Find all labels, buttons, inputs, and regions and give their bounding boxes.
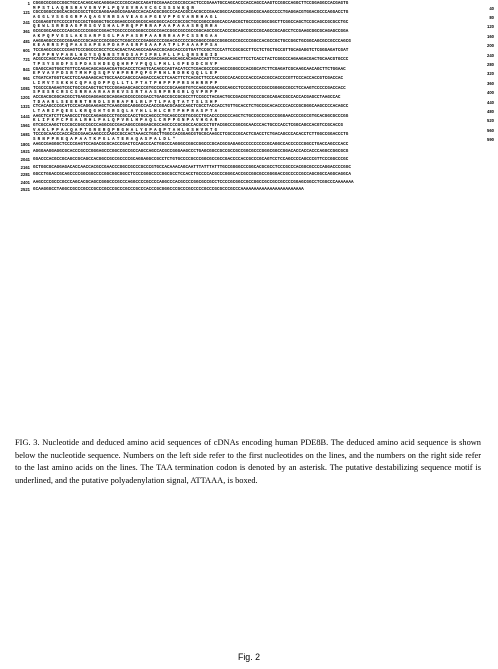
line-start-number: 2281	[20, 172, 30, 178]
line-end-number: 40	[489, 5, 494, 11]
amino-acid-sequence: AGGLVSGGGRPAQAGVRRSAVEAGAPGEVPPGVARRHAGL	[33, 15, 220, 20]
nucleotide-sequence: GCGCGGCAGCCCCAGCGCCCCGGGCCGGACTCGCCCCGCGGGCCCGCCGACCGGCCGCCGCCGGCAGCCGCCACCCGCAGCCGCCCGCAGCCGCAGCCTCCGAAGCGGCGCAGAGCCGGA	[33, 29, 349, 35]
line-start-number: 1081	[20, 85, 30, 91]
nucleotide-sequence: ACCGACGCGGCACGCCTGAGCGAGGAGCGCAGGACGCGCCGCGACCTGAGCCGCCGCGCCTTCCGCCTACGACTGCCGACGCTGCCCGCGCAGACCGCCACCACGAGCCTAAGCCAC	[33, 94, 341, 100]
sequence-row	[10, 188, 486, 196]
amino-acid-sequence: MPSTLAQRSRAVGRVPLPQVEVRAVCGCSSSWKQR	[33, 6, 196, 11]
amino-acid-sequence: AKPQPVGSLAKSARPSGLPAPASRPAARRRAAPCSSRGAA	[33, 34, 220, 39]
line-end-number: 400	[487, 90, 494, 96]
amino-acid-sequence: LIMVTSKKHCQPAQDPPQLLTLPTATPHPPPPRSHHRRPP	[33, 81, 220, 86]
nucleotide-sequence: AAGCTCATCTTCAAGCCCTGCCCAGAGGCCCTGCGCCACCTGCCAGCCCTGCAGCCCGTGCGCCTGCACCCCGCCCAGCTCTGCCGCCCGCCCGGGAACCCCGCCGTGCACGGCGCCCGG	[33, 113, 349, 119]
nucleotide-sequence: ACGCCCAGCTACAGCAACGACTTCAGCAGCCCGGACGCGTCCCACGACGAGCAGCAGCACAGACCAGTTCCACAACAGCTTCCTCACCTACTCGGCCCAGAAGACGACTGCAACGTGCCC	[33, 57, 349, 63]
line-end-number: 200	[487, 43, 494, 49]
line-start-number: 841	[23, 66, 30, 72]
line-start-number: 361	[23, 29, 30, 35]
nucleotide-sequence: TCCCGCAACCCACCACGCGAACAAGCCCCAGCCGCCACTAAACCTGGCTTGGCCACGGAGCGTGCGCAAGCCTCGCCCGCACTCGACCTCTGACAGCCCACACCTCTTGGCCGGACCCTG	[33, 132, 349, 138]
line-end-number: 320	[487, 71, 494, 77]
nucleotide-sequence: TCCGAGCCGCCCCGAGTCCCGGCCCGCCTCCACGACTACAGCCAGAACCGCAGCACCCGTGATTCCGCTCCCATTCCGCGCCTTCCTCTGCTGCCGTTGCAGAGGTCTCGGGAGATCGAT	[33, 47, 349, 53]
amino-acid-sequence: SPESRCRSCSRRAARAARKVSSRTAASRPRRGRLQVPRPP	[33, 91, 220, 96]
nucleotide-sequence: GGCCTGGACCGCAGCCCCGGCGGCCCCGGCGGCGGCCTCCCCGGGCCCCGGCGCCTCCACCTGCCCCACGCCCGGGCACCGCCGGCGCCGGGGACCGCCCCCGCCAGCGGCCAGGCAGGCA	[33, 172, 352, 178]
line-start-number: 1681	[20, 132, 30, 138]
line-start-number: 601	[23, 47, 30, 53]
nucleotide-sequence: CCGGAGGTGTCCCCGTGCCGCTGGGGCTGCCGGAGCCGCGGCGCAGCGGCCACCCGCCGCTGCCGGCCGGGCACCAGCGCTGCCCGCGGCGGCTTCGGCCAGCTCCGCAGCCGCGCCTGC	[33, 19, 349, 25]
amino-acid-sequence: TDAARLSEERRTRRDLSRRAFRLRLPTLPAQTATTSLSHP	[33, 100, 220, 105]
line-start-number: 2161	[20, 164, 30, 170]
line-start-number: 721	[23, 57, 30, 63]
line-start-number: 481	[23, 38, 30, 44]
nucleotide-sequence: CGAGCCAGTGGCTGTTCCAGACAGCAGAACGATGCACCCTCAGTCACAGCCAGTACATCCTCGACGCCCGCAGCCGGGCCCACGGCATCTTCGAGATCGCAAGCAACAGCTTCTGGAAC	[33, 66, 346, 72]
line-start-number: 1201	[20, 94, 30, 100]
line-start-number: 1561	[20, 123, 30, 129]
line-end-number: 240	[487, 52, 494, 58]
amino-acid-sequence: SRNPPREQAPAATKPGLATERAQASPALDL*	[33, 138, 178, 143]
line-start-number: 121	[23, 10, 30, 16]
caption-text-b: , is boxed.	[223, 475, 258, 485]
line-start-number: 2521	[20, 187, 30, 193]
sequence-figure	[10, 1, 494, 196]
line-start-number: 961	[23, 76, 30, 82]
figure-caption	[15, 437, 481, 487]
line-end-number: 440	[487, 99, 494, 105]
line-end-number: 280	[487, 61, 494, 67]
nucleotide-sequence: GCTGGCGCAGGAGACACCAACCACGCCGAACCCGGCCGCCCGCCCGTGCCACAAACAGCAATTTATTTATTTGCCGGGGCCCGGCACGCGCCTCCCGCCCACGGCGCCCCAGGACCCCGGC	[33, 164, 352, 170]
line-start-number: 1321	[20, 104, 30, 110]
nucleotide-sequence: AAGGAGGCCCGCCGGAGCCCGCAGCCCGCGGCCTCGGCCCCCGAGGCCCCGGACGCCCCCGCGGGCCGGCCGGGCGCCGCCCCGGCCACGCCGCTGCCGGCTGCGGCAGCGCCGCCCAGCG	[33, 38, 352, 44]
nucleotide-sequence: CTGATCATGGTCACCTCCAAGAAGCACTGCCAACCAGCCCAAGACCCACCTCAACTTCTCACGCTTCCCACCGCCACACCCCACCCACCGCCACCCCGTTCCCACCACCGTCGACCAC	[33, 76, 344, 82]
line-end-number: 520	[487, 118, 494, 124]
line-start-number: 241	[23, 19, 30, 25]
line-start-number: 1441	[20, 113, 30, 119]
line-end-number: 480	[487, 108, 494, 114]
caption-text-a: FIG. 3. Nucleotide and deduced amino acid sequences of cDNAs encoding human PDE8B. The deduced amino acid sequence is shown below the nucleotide sequence. Numbers on the left side refer to the first nucleotides on the lines, and the numbers on the right side refer to the last amino acids on the lines. The TAA termination codon is denoted by an asterisk. The putative destabilizing sequence motif is underlined, and the putative polyadenylation signal,	[15, 438, 481, 485]
nucleotide-sequence: CGCCGGGCCGGCACGCGCGCCTGCCGAGGAAGGCGAGAGCCACACACGCGGCCCACACGCCACGCCCGAACGGCCACGGCCAGGCGCAAGCCCCCTGAGGACGTGGACGCCCAGGACCTG	[33, 10, 349, 16]
nucleotide-sequence: GGACCCACGCCGCAGCCGCAGCCACGGCCGCCGCCCCGCAGGAGGCCGCCTCTGTGCCCCGCCCGGCGCCGCCGACCCCACCGCCCGCAGTCCTCCAGCCCCAGCCCGTTCCCGGCCCGC	[33, 157, 349, 163]
polyadenylation-signal: ATTAAA	[190, 475, 224, 485]
line-end-number: 590	[487, 137, 494, 143]
nucleotide-sequence: AGGGAAGGAGGCGCACCCGCCCGGGAGCCCGGCCGCCGCCAGCCAGCCACGCCGGGAAGCCCTGAGCGGCCGCCGCCGCCGGCGCCCGGGCGGCCGGACACCACCACCCAGGCCGGCGCG	[33, 149, 349, 155]
line-end-number: 160	[487, 33, 494, 39]
nucleotide-sequence: TCGCCCGAGAGTCGCTGCCGCAGCTGCTCCCGGAGAGCAGCCCGTGCCGCCCGCAAGGTGTCCAGCCGGACCGCAGCCTCCCGCCCCCGCCGGGGCCGCCTCCAAGTCCCCCGACCACC	[33, 85, 346, 91]
line-start-number: 2401	[20, 179, 30, 185]
amino-acid-sequence: KLIFKPCPEALRHLPALQPVRLHPAQLCRPPGNPAVHGAR	[33, 119, 220, 124]
nucleotide-sequence: CGGGCGCGGCCGGCTGCCACAGCAGCAGGGACCCCGCCAGCCAGATGCGAAACCGCCGCCACTCCCGAAATGCCAGCACCCACCAGCCAAGTCCGGCCAGGCTTCCGGAGGCCACGAGTG	[33, 1, 349, 6]
line-start-number: 1	[27, 1, 30, 6]
line-start-number: 2041	[20, 157, 30, 163]
amino-acid-sequence: EPVAVPDSRTMHPQSQPVHPRRPQPGPRHLRDRKQQLLEP	[33, 72, 220, 77]
line-end-number: 120	[487, 24, 494, 30]
amino-acid-sequence: VAKLPPAAQAPTGRERQPRGHALYGPAQPTAHLGSHVRTG	[33, 128, 220, 133]
line-start-number: 1921	[20, 149, 30, 155]
nucleotide-sequence: AAGCCGAGGGCTCCCCGAGTCCAGACGCGCACCCGACTCCAGCCCACTGGCCCAGGGCCGGCCGGCCCGCACGCGAGAGCCCCCCCCCCGCAGGCCACCCCCCGGCCTGACCAGCCCACC	[33, 141, 349, 147]
line-end-number: 80	[489, 14, 494, 20]
amino-acid-sequence: KEARRSPQPAASAPEAPDAPAGRPGAAPATPLPAAAPPSA	[33, 44, 220, 49]
nucleotide-sequence: AAGCCCCGCCCGCCCAGCACGCAGCCGGGCCCGCCCAGGCCCCGCCCCAGGCCCACGCCCCGGCGCCGCCTCCCCGCGGCCGCCGGCCGCCGCCGCCCCGGAGCGGCCTCGGCCCAAAAAAA	[33, 179, 354, 185]
line-end-number: 560	[487, 127, 494, 133]
nucleotide-sequence: CTCACAGCCCGCATCCCACAGGAAGAGCTCAAGCGGCAGGGCCACACCGGACGCAGCCAGCTCGCCTACCACCTGTTGCACCTCTGCCGCACACCCCACCCGCGGGCAAGCCCCACAGCC	[33, 104, 349, 110]
amino-acid-sequence: TPSYSNDFSSPDASHDEQQHRPVPQQLPHLLGPEDDCNVP	[33, 62, 220, 67]
amino-acid-sequence: PEPPRVPARLHDYSQNRSTRDSAPIPRLPLLPLQRSREID	[33, 53, 220, 58]
nucleotide-sequence: GTCGCCAAGCTCCCGCCGGCCGCCCAGGCGCCGACAGGCCGGGAGCGCCAGCCCCGCGGCCACGCCCTGTACGGCCCGGCGCAACCCACTGCCCACCTCGGCAGCCACGTCCGCACCG	[33, 123, 344, 129]
nucleotide-sequence: GCAAGGGCCTAGGCCGCCCGCCCGCCCGCCCGCCCGCCCGCCCACCCGCGGGCCCGCCCGCCCCCGCCCGCGCCCGCCCAAAAAAAAAAAAAAAAAAAAAAAA	[33, 187, 304, 193]
line-end-number: 360	[487, 80, 494, 86]
figure-label: Fig. 2	[237, 652, 260, 662]
amino-acid-sequence: LTARIPQEELKRQGHTGRSQLAYHLLHLCRTPHPRASPTA	[33, 109, 220, 114]
amino-acid-sequence: QEWLSRRDAGPRSGVSHALPRQPPRRAPAAPAAASRQRRA	[33, 25, 220, 30]
line-start-number: 1801	[20, 141, 30, 147]
